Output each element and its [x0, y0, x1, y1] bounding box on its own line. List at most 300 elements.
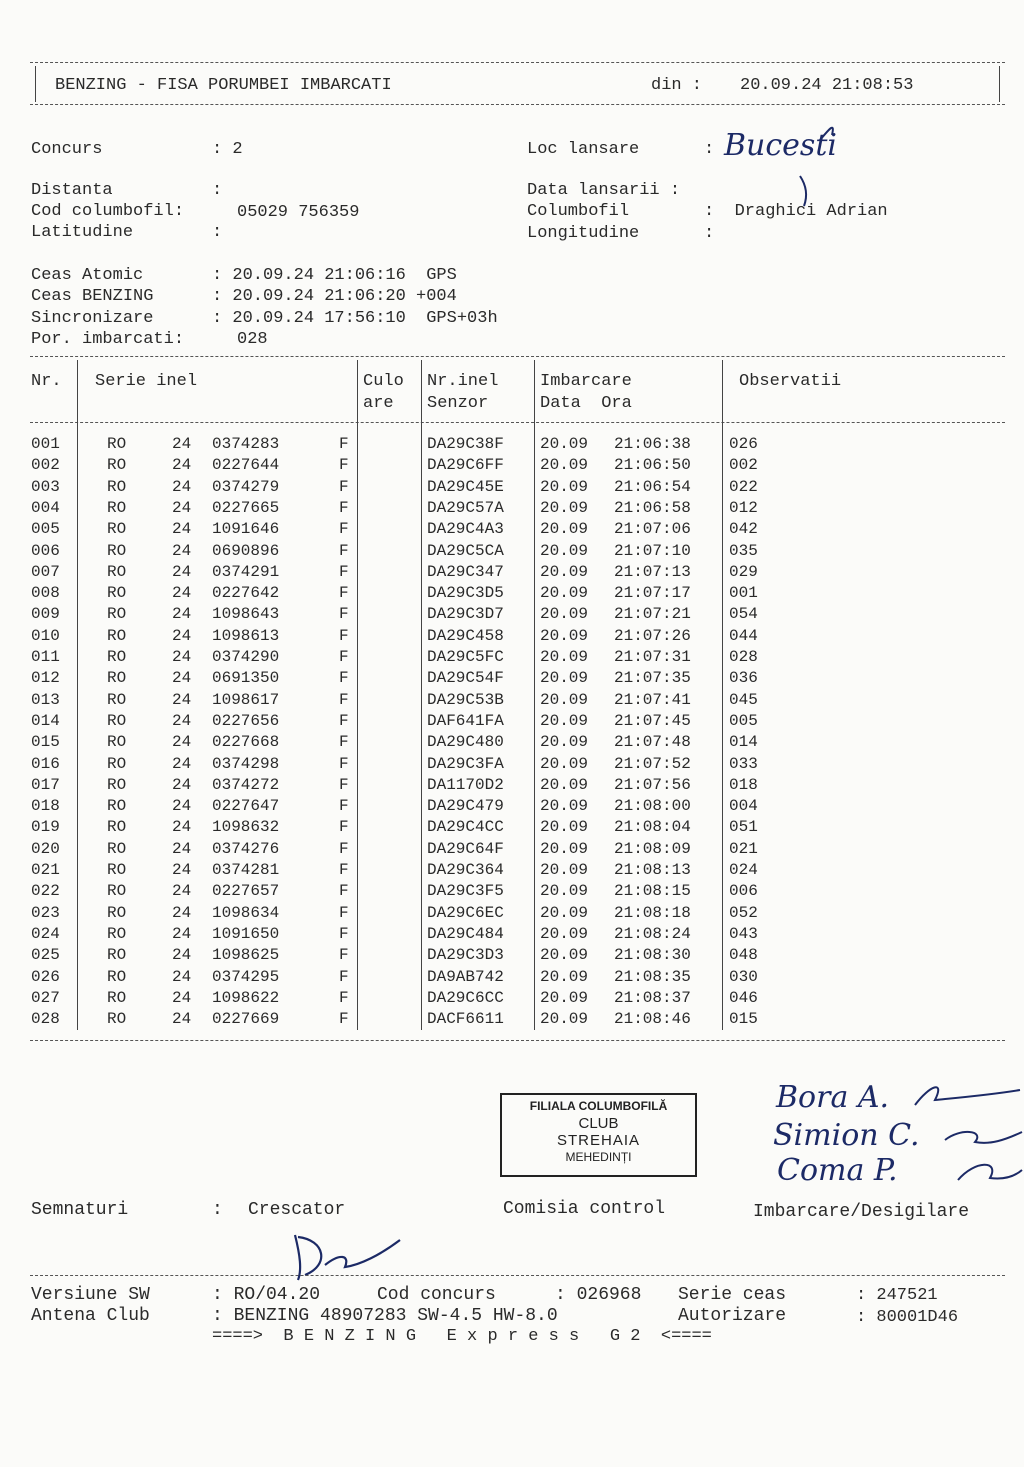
table-row — [0, 796, 1024, 817]
cell-ring-number: 1098622 — [212, 988, 280, 1007]
cell-sensor: DA29C54F — [427, 669, 504, 688]
cell-observatii: 028 — [729, 648, 758, 666]
cell-observatii: 002 — [729, 456, 758, 475]
table-row — [0, 1009, 1024, 1030]
cell-date: 20.09 — [540, 605, 589, 624]
cell-sensor: DA29C5FC — [427, 648, 504, 666]
cell-ring-number: 0227665 — [212, 498, 280, 517]
columbofil-label: Columbofil — [527, 202, 630, 221]
cell-time: 21:07:45 — [614, 711, 691, 730]
cell-date: 20.09 — [540, 797, 589, 816]
columbofil-value: : Draghici Adrian — [704, 202, 888, 221]
versiune-label: Versiune SW — [31, 1285, 150, 1305]
cell-date: 20.09 — [540, 733, 589, 752]
cell-observatii: 048 — [729, 946, 758, 965]
cell-time: 21:07:21 — [614, 605, 691, 624]
cell-sensor: DA29C3FA — [427, 754, 504, 773]
cell-nr: 011 — [31, 648, 60, 666]
cell-ring-number: 0374298 — [212, 754, 280, 773]
table-row — [0, 881, 1024, 902]
cell-date: 20.09 — [540, 562, 589, 581]
cell-country: RO — [107, 733, 127, 752]
col-header-nrinel-2: Senzor — [427, 394, 489, 413]
loc-lansare-colon: : — [704, 140, 715, 159]
cell-sex: F — [339, 1010, 349, 1029]
cell-year: 24 — [172, 605, 192, 624]
din-label: din : — [651, 76, 703, 95]
cell-sensor: DA9AB742 — [427, 967, 504, 986]
table-top-rule — [30, 356, 1005, 357]
cell-nr: 012 — [31, 669, 60, 688]
cell-date: 20.09 — [540, 520, 589, 539]
header-top-rule — [30, 62, 1005, 63]
cell-date: 20.09 — [540, 775, 589, 794]
cell-country: RO — [107, 775, 127, 794]
cell-date: 20.09 — [540, 456, 589, 475]
cell-nr: 015 — [31, 733, 60, 752]
cell-sensor: DA1170D2 — [427, 775, 504, 794]
cell-sex: F — [339, 903, 349, 922]
cell-country: RO — [107, 520, 127, 539]
cell-nr: 002 — [31, 456, 60, 475]
cell-nr: 010 — [31, 626, 60, 645]
cell-sensor: DA29C6CC — [427, 988, 504, 1007]
cell-observatii: 044 — [729, 626, 758, 645]
cell-sensor: DA29C480 — [427, 733, 504, 752]
cell-sex: F — [339, 605, 349, 624]
cell-year: 24 — [172, 946, 192, 965]
cell-sex: F — [339, 967, 349, 986]
cell-date: 20.09 — [540, 690, 589, 709]
cell-observatii: 006 — [729, 882, 758, 901]
cell-nr: 023 — [31, 903, 60, 922]
cell-time: 21:07:17 — [614, 584, 691, 603]
cell-country: RO — [107, 903, 127, 922]
cell-sex: F — [339, 711, 349, 730]
cell-observatii: 022 — [729, 477, 758, 496]
cell-year: 24 — [172, 775, 192, 794]
cell-country: RO — [107, 690, 127, 709]
table-row — [0, 541, 1024, 562]
cod-concurs-label: Cod concurs — [377, 1285, 496, 1305]
ceas-benzing-value: : 20.09.24 21:06:20 +004 — [212, 287, 457, 306]
cell-nr: 006 — [31, 541, 60, 560]
cell-sensor: DA29C45E — [427, 477, 504, 496]
cell-date: 20.09 — [540, 988, 589, 1007]
cell-sex: F — [339, 562, 349, 581]
cell-time: 21:08:13 — [614, 861, 691, 879]
cell-country: RO — [107, 498, 127, 517]
cell-sensor: DA29C364 — [427, 861, 504, 879]
cell-time: 21:06:50 — [614, 456, 691, 475]
cell-country: RO — [107, 669, 127, 688]
cell-sex: F — [339, 435, 349, 453]
cell-time: 21:07:48 — [614, 733, 691, 752]
cell-observatii: 043 — [729, 924, 758, 943]
serie-ceas-label: Serie ceas — [678, 1285, 787, 1305]
table-row — [0, 477, 1024, 498]
table-row — [0, 690, 1024, 711]
table-row — [0, 562, 1024, 583]
semnaturi-colon: : — [212, 1200, 223, 1220]
cell-nr: 017 — [31, 775, 60, 794]
cell-ring-number: 1098643 — [212, 605, 280, 624]
cell-sex: F — [339, 626, 349, 645]
cell-time: 21:08:37 — [614, 988, 691, 1007]
cell-year: 24 — [172, 988, 192, 1007]
cell-nr: 025 — [31, 946, 60, 965]
cell-observatii: 036 — [729, 669, 758, 688]
porumbei-imbarcati-count: 028 — [237, 330, 268, 349]
cell-ring-number: 0691350 — [212, 669, 280, 688]
cell-year: 24 — [172, 903, 192, 922]
autorizare-label: Autorizare — [678, 1306, 787, 1326]
cell-date: 20.09 — [540, 967, 589, 986]
cell-year: 24 — [172, 861, 192, 879]
cell-time: 21:08:46 — [614, 1010, 691, 1029]
cell-sex: F — [339, 818, 349, 837]
sincronizare-value: : 20.09.24 17:56:10 GPS+03h — [212, 309, 498, 328]
cell-observatii: 046 — [729, 988, 758, 1007]
cell-sex: F — [339, 498, 349, 517]
cell-date: 20.09 — [540, 648, 589, 666]
cell-year: 24 — [172, 839, 192, 858]
cell-ring-number: 1098632 — [212, 818, 280, 837]
cell-sensor: DA29C4CC — [427, 818, 504, 837]
latitudine-label: Latitudine — [31, 223, 134, 242]
cell-date: 20.09 — [540, 818, 589, 837]
cell-year: 24 — [172, 541, 192, 560]
table-row — [0, 967, 1024, 988]
control-member-3: Coma P. — [777, 1153, 898, 1188]
cell-year: 24 — [172, 818, 192, 837]
cell-sex: F — [339, 924, 349, 943]
col-header-nr: Nr. — [31, 372, 62, 391]
table-row — [0, 839, 1024, 860]
cell-observatii: 030 — [729, 967, 758, 986]
cell-observatii: 024 — [729, 861, 758, 879]
cell-country: RO — [107, 839, 127, 858]
cell-sensor: DA29C53B — [427, 690, 504, 709]
cell-nr: 003 — [31, 477, 60, 496]
table-header-rule — [30, 422, 1005, 423]
porumbei-imbarcati-label: Por. imbarcati: — [31, 330, 185, 349]
cell-observatii: 012 — [729, 498, 758, 517]
cell-nr: 009 — [31, 605, 60, 624]
cell-observatii: 042 — [729, 520, 758, 539]
cell-nr: 021 — [31, 861, 60, 879]
table-row — [0, 604, 1024, 625]
table-row — [0, 860, 1024, 881]
cod-columbofil-label: Cod columbofil: — [31, 202, 185, 221]
cell-date: 20.09 — [540, 946, 589, 965]
ceas-atomic-value: : 20.09.24 21:06:16 GPS — [212, 266, 457, 285]
cell-observatii: 054 — [729, 605, 758, 624]
cell-nr: 016 — [31, 754, 60, 773]
longitudine-label: Longitudine — [527, 224, 640, 243]
cell-observatii: 004 — [729, 797, 758, 816]
cell-time: 21:08:30 — [614, 946, 691, 965]
cell-country: RO — [107, 946, 127, 965]
cell-ring-number: 0227647 — [212, 797, 280, 816]
cell-year: 24 — [172, 520, 192, 539]
cell-sex: F — [339, 520, 349, 539]
cell-sensor: DA29C5CA — [427, 541, 504, 560]
cell-time: 21:06:58 — [614, 498, 691, 517]
comisia-control-label: Comisia control — [503, 1199, 666, 1219]
cell-sensor: DA29C38F — [427, 435, 504, 453]
cell-ring-number: 0374281 — [212, 861, 280, 879]
cell-ring-number: 1098634 — [212, 903, 280, 922]
cell-time: 21:07:26 — [614, 626, 691, 645]
cell-year: 24 — [172, 1010, 192, 1029]
cell-sex: F — [339, 541, 349, 560]
cell-sex: F — [339, 584, 349, 603]
cell-date: 20.09 — [540, 861, 589, 879]
cell-observatii: 014 — [729, 733, 758, 752]
cell-ring-number: 0227657 — [212, 882, 280, 901]
cell-country: RO — [107, 562, 127, 581]
stamp-line-2: CLUB — [578, 1115, 619, 1132]
cod-concurs-value: : 026968 — [555, 1285, 642, 1305]
cell-sex: F — [339, 861, 349, 879]
col-header-imbarcare-1: Imbarcare — [540, 372, 632, 391]
col-header-culoare-2: are — [363, 394, 394, 413]
cell-country: RO — [107, 924, 127, 943]
cell-sensor: DA29C6EC — [427, 903, 504, 922]
cell-time: 21:08:18 — [614, 903, 691, 922]
cell-date: 20.09 — [540, 839, 589, 858]
cell-time: 21:08:15 — [614, 882, 691, 901]
cell-ring-number: 0690896 — [212, 541, 280, 560]
cell-sensor: DA29C458 — [427, 626, 504, 645]
cell-time: 21:08:24 — [614, 924, 691, 943]
cell-year: 24 — [172, 456, 192, 475]
table-row — [0, 903, 1024, 924]
benzing-express-banner: ====> B E N Z I N G E x p r e s s G 2 <==== — [212, 1327, 712, 1346]
cell-year: 24 — [172, 669, 192, 688]
cell-country: RO — [107, 648, 127, 666]
sincronizare-label: Sincronizare — [31, 309, 154, 328]
cell-ring-number: 1098613 — [212, 626, 280, 645]
cell-nr: 020 — [31, 839, 60, 858]
cell-nr: 014 — [31, 711, 60, 730]
cell-sex: F — [339, 669, 349, 688]
cell-year: 24 — [172, 584, 192, 603]
cell-nr: 008 — [31, 584, 60, 603]
cell-sensor: DA29C3D7 — [427, 605, 504, 624]
cell-sex: F — [339, 477, 349, 496]
cell-year: 24 — [172, 797, 192, 816]
cell-nr: 024 — [31, 924, 60, 943]
cell-date: 20.09 — [540, 882, 589, 901]
cell-observatii: 052 — [729, 903, 758, 922]
table-row — [0, 732, 1024, 753]
cell-nr: 028 — [31, 1010, 60, 1029]
cell-date: 20.09 — [540, 711, 589, 730]
cell-observatii: 035 — [729, 541, 758, 560]
cell-nr: 018 — [31, 797, 60, 816]
col-header-serie: Serie inel — [95, 372, 198, 391]
cell-date: 20.09 — [540, 754, 589, 773]
cell-sensor: DA29C3D3 — [427, 946, 504, 965]
loc-lansare-label: Loc lansare — [527, 140, 640, 159]
cell-sensor: DA29C57A — [427, 498, 504, 517]
cell-nr: 004 — [31, 498, 60, 517]
table-row — [0, 668, 1024, 689]
cell-nr: 026 — [31, 967, 60, 986]
cell-country: RO — [107, 988, 127, 1007]
cell-sensor: DA29C64F — [427, 839, 504, 858]
cell-sex: F — [339, 754, 349, 773]
footer-top-rule — [30, 1275, 1005, 1276]
cell-nr: 005 — [31, 520, 60, 539]
cell-sex: F — [339, 988, 349, 1007]
table-row — [0, 583, 1024, 604]
cell-country: RO — [107, 456, 127, 475]
cell-country: RO — [107, 605, 127, 624]
loc-lansare-handwritten: Bucesti — [724, 128, 837, 163]
cell-date: 20.09 — [540, 626, 589, 645]
imbarcare-desigilare-label: Imbarcare/Desigilare — [753, 1202, 970, 1222]
autorizare-value: : 80001D46 — [856, 1308, 959, 1327]
cell-date: 20.09 — [540, 669, 589, 688]
cell-year: 24 — [172, 562, 192, 581]
cell-date: 20.09 — [540, 498, 589, 517]
cell-ring-number: 1098617 — [212, 690, 280, 709]
serie-ceas-value: : 247521 — [856, 1286, 938, 1305]
cell-sensor: DA29C3D5 — [427, 584, 504, 603]
cell-sex: F — [339, 733, 349, 752]
cell-date: 20.09 — [540, 924, 589, 943]
cell-date: 20.09 — [540, 477, 589, 496]
cell-country: RO — [107, 797, 127, 816]
cell-observatii: 001 — [729, 584, 758, 603]
cell-observatii: 029 — [729, 562, 758, 581]
cell-year: 24 — [172, 648, 192, 666]
versiune-value: : RO/04.20 — [212, 1285, 321, 1305]
semnaturi-label: Semnaturi — [31, 1200, 129, 1220]
cell-observatii: 026 — [729, 435, 758, 453]
cell-country: RO — [107, 584, 127, 603]
cell-year: 24 — [172, 690, 192, 709]
table-row — [0, 924, 1024, 945]
table-row — [0, 626, 1024, 647]
cod-columbofil-value: 05029 756359 — [237, 203, 360, 222]
table-row — [0, 519, 1024, 540]
cell-ring-number: 0374295 — [212, 967, 280, 986]
cell-time: 21:07:10 — [614, 541, 691, 560]
control-member-1: Bora A. — [776, 1080, 890, 1115]
cell-date: 20.09 — [540, 1010, 589, 1029]
cell-nr: 001 — [31, 435, 60, 453]
latitudine-value: : — [212, 223, 223, 242]
cell-ring-number: 0227644 — [212, 456, 280, 475]
cell-year: 24 — [172, 967, 192, 986]
cell-ring-number: 0374276 — [212, 839, 280, 858]
cell-year: 24 — [172, 435, 192, 453]
cell-sex: F — [339, 690, 349, 709]
header-bottom-rule — [30, 104, 1005, 105]
cell-country: RO — [107, 711, 127, 730]
cell-ring-number: 0227668 — [212, 733, 280, 752]
cell-date: 20.09 — [540, 435, 589, 453]
table-row — [0, 945, 1024, 966]
cell-sensor: DA29C484 — [427, 924, 504, 943]
cell-ring-number: 0374291 — [212, 562, 280, 581]
cell-time: 21:07:56 — [614, 775, 691, 794]
cell-observatii: 045 — [729, 690, 758, 709]
cell-time: 21:07:06 — [614, 520, 691, 539]
header-left-border — [35, 66, 36, 102]
cell-date: 20.09 — [540, 903, 589, 922]
cell-year: 24 — [172, 477, 192, 496]
cell-year: 24 — [172, 882, 192, 901]
cell-country: RO — [107, 1010, 127, 1029]
table-bottom-rule — [30, 1040, 1005, 1041]
table-row — [0, 988, 1024, 1009]
cell-time: 21:08:35 — [614, 967, 691, 986]
cell-country: RO — [107, 967, 127, 986]
cell-time: 21:07:31 — [614, 648, 691, 666]
cell-time: 21:06:54 — [614, 477, 691, 496]
table-row — [0, 434, 1024, 455]
cell-country: RO — [107, 818, 127, 837]
table-row — [0, 455, 1024, 476]
control-member-2: Simion C. — [773, 1118, 920, 1153]
antena-label: Antena Club — [31, 1306, 150, 1326]
cell-year: 24 — [172, 626, 192, 645]
distanta-value: : — [212, 181, 223, 200]
cell-nr: 019 — [31, 818, 60, 837]
cell-sex: F — [339, 839, 349, 858]
cell-year: 24 — [172, 711, 192, 730]
cell-sensor: DA29C6FF — [427, 456, 504, 475]
stamp-line-4: MEHEDINȚI — [565, 1150, 632, 1164]
cell-sensor: DACF6611 — [427, 1010, 504, 1029]
cell-time: 21:07:13 — [614, 562, 691, 581]
cell-observatii: 015 — [729, 1010, 758, 1029]
cell-time: 21:07:52 — [614, 754, 691, 773]
ceas-atomic-label: Ceas Atomic — [31, 266, 144, 285]
cell-date: 20.09 — [540, 541, 589, 560]
cell-sex: F — [339, 882, 349, 901]
cell-time: 21:07:35 — [614, 669, 691, 688]
cell-sex: F — [339, 946, 349, 965]
club-stamp — [500, 1093, 697, 1177]
table-row — [0, 647, 1024, 668]
cell-ring-number: 0374279 — [212, 477, 280, 496]
cell-sensor: DAF641FA — [427, 711, 504, 730]
distanta-label: Distanta — [31, 181, 113, 200]
cell-ring-number: 0227669 — [212, 1010, 280, 1029]
table-row — [0, 775, 1024, 796]
cell-ring-number: 0374272 — [212, 775, 280, 794]
data-lansarii-label: Data lansarii : — [527, 181, 681, 200]
din-timestamp: 20.09.24 21:08:53 — [740, 76, 914, 95]
cell-sex: F — [339, 775, 349, 794]
cell-observatii: 018 — [729, 775, 758, 794]
cell-sensor: DA29C479 — [427, 797, 504, 816]
cell-country: RO — [107, 882, 127, 901]
col-header-culoare-1: Culo — [363, 372, 404, 391]
cell-country: RO — [107, 861, 127, 879]
cell-nr: 007 — [31, 562, 60, 581]
cell-time: 21:06:38 — [614, 435, 691, 453]
cell-sex: F — [339, 648, 349, 666]
stamp-line-1: FILIALA COLUMBOFILĂ — [529, 1099, 668, 1113]
table-row — [0, 754, 1024, 775]
